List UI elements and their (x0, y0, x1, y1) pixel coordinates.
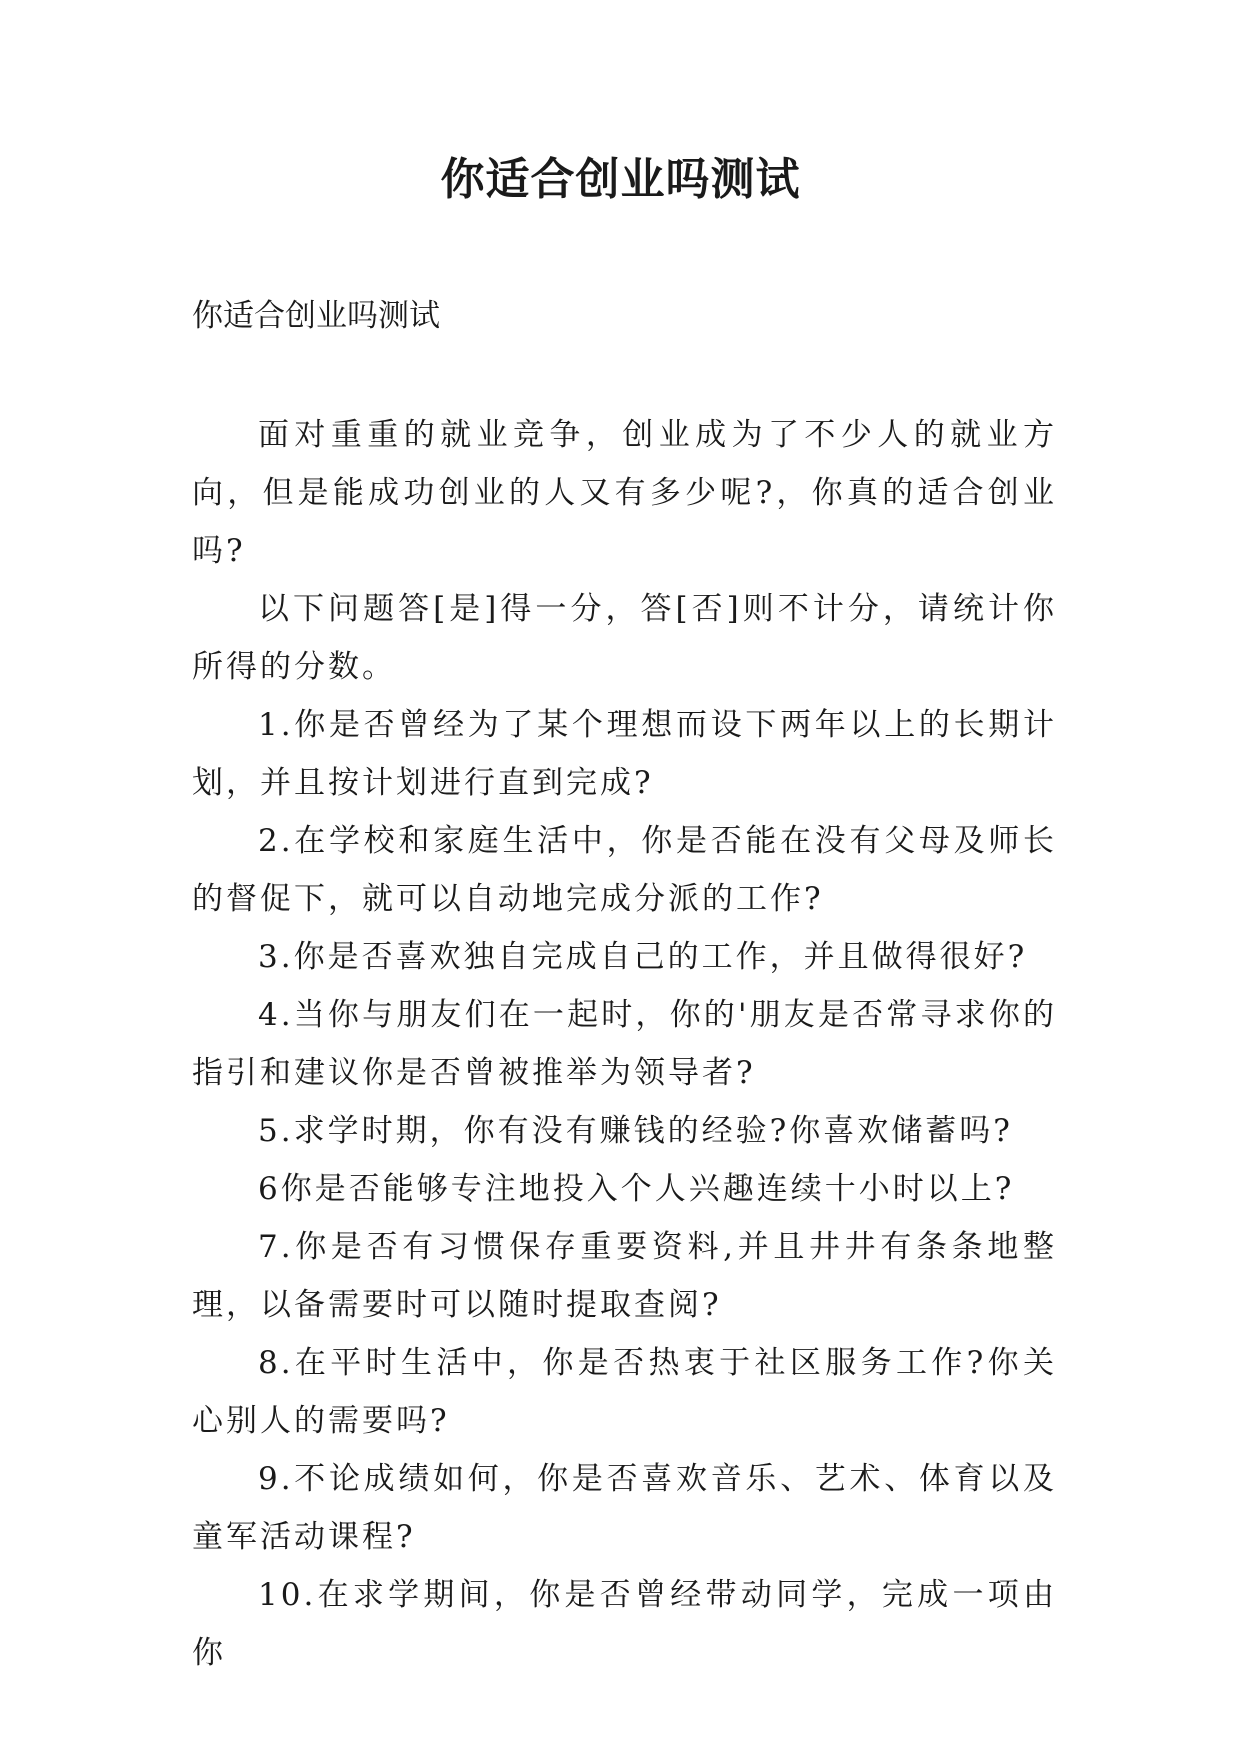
question-10: 10.在求学期间，你是否曾经带动同学，完成一项由你 (192, 1577, 1057, 1671)
question-2: 2.在学校和家庭生活中，你是否能在没有父母及师长的督促下，就可以自动地完成分派的工作? (192, 823, 1057, 917)
instructions-paragraph: 以下问题答[是]得一分，答[否]则不计分，请统计你所得的分数。 (192, 591, 1057, 685)
intro-paragraph: 面对重重的就业竞争，创业成为了不少人的就业方向，但是能成功创业的人又有多少呢?，你真的适合创业吗? (192, 417, 1057, 569)
question-5: 5.求学时期，你有没有赚钱的经验?你喜欢储蓄吗? (258, 1113, 1013, 1149)
question-6: 6你是否能够专注地投入个人兴趣连续十小时以上? (258, 1171, 1015, 1207)
document-body (192, 406, 1057, 1682)
question-3: 3.你是否喜欢独自完成自己的工作，并且做得很好? (258, 939, 1028, 975)
question-8: 8.在平时生活中，你是否热衷于社区服务工作?你关心别人的需要吗? (192, 1345, 1057, 1439)
question-9: 9.不论成绩如何，你是否喜欢音乐、艺术、体育以及童军活动课程? (192, 1461, 1057, 1555)
question-4: 4.当你与朋友们在一起时，你的'朋友是否常寻求你的指引和建议你是否曾被推举为领导者? (192, 997, 1057, 1091)
document-title: 你适合创业吗测试 (440, 154, 801, 205)
question-1: 1.你是否曾经为了某个理想而设下两年以上的长期计划，并且按计划进行直到完成? (192, 707, 1057, 801)
document-subtitle: 你适合创业吗测试 (192, 298, 440, 334)
question-7: 7.你是否有习惯保存重要资料,并且井井有条条地整理，以备需要时可以随时提取查阅? (192, 1229, 1057, 1323)
